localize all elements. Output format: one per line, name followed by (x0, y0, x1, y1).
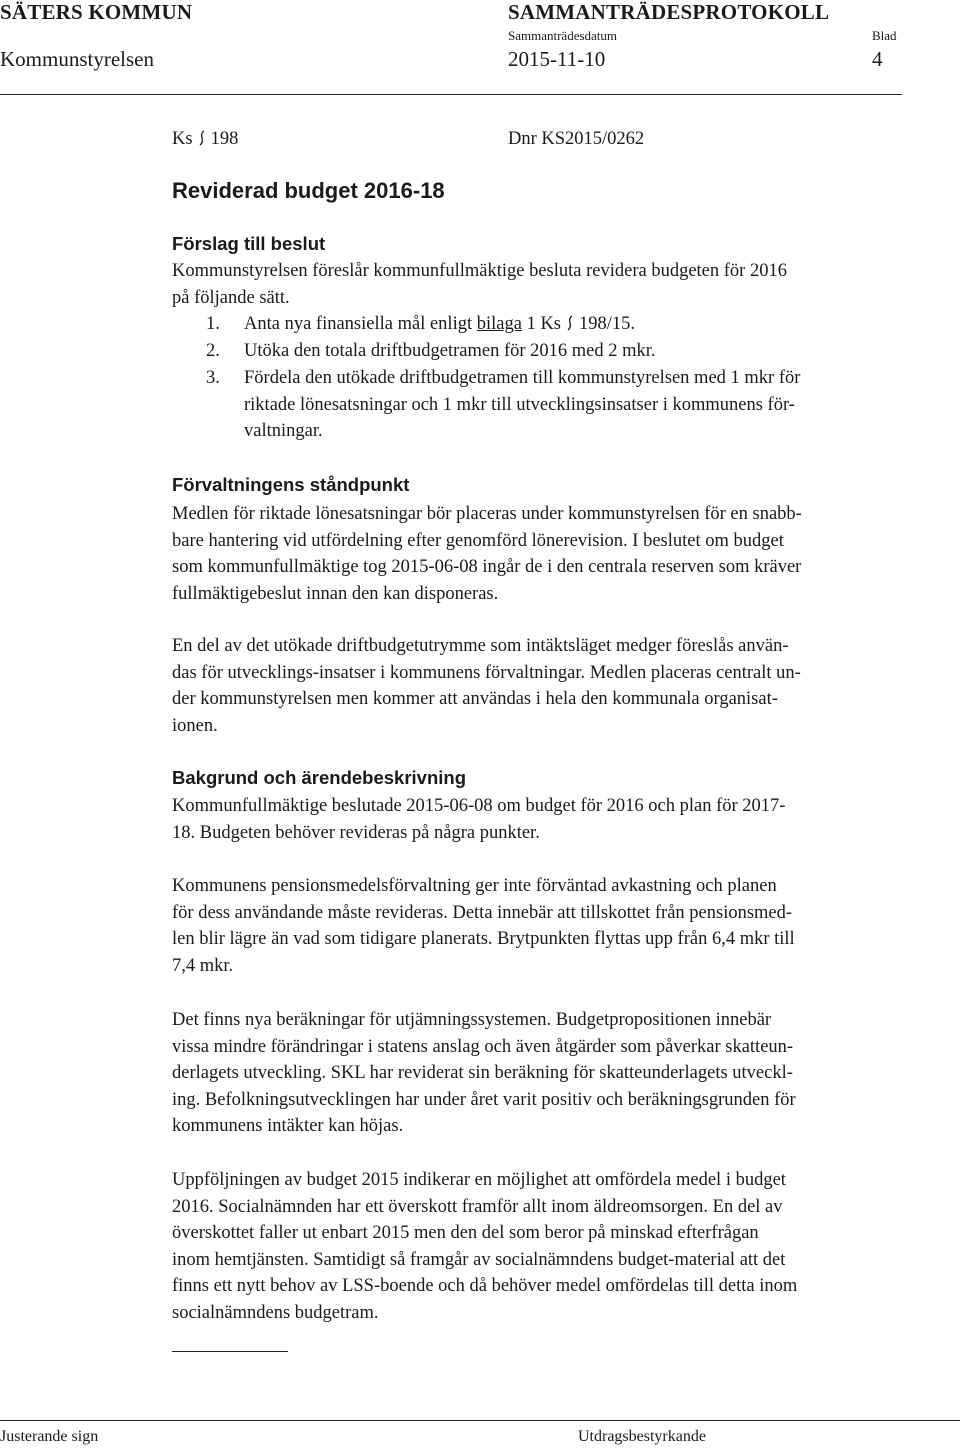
background-paragraph-4 (172, 1167, 942, 1326)
paragraph-line: 2016. Socialnämnden har ett överskott framför allt inom äldreomsorgen. En del av (172, 1196, 783, 1217)
paragraph-line: överskottet faller ut enbart 2015 men den del som beror på minskad efterfrågan (172, 1223, 759, 1243)
list-item-3-line: riktade lönesatsningar och 1 mkr till utvecklingsinsatser i kommunens för- (244, 394, 795, 415)
paragraph-line: der kommunstyrelsen men kommer att användas i hela den kommunala organisat- (172, 689, 778, 709)
section-mark-icon (565, 314, 575, 332)
bilaga-link[interactable]: bilaga (476, 314, 522, 334)
paragraph-line: Kommunens pensionsmedelsförvaltning ger inte förväntad avkastning och planen (172, 876, 777, 896)
paragraph-line: ionen. (172, 715, 218, 736)
case-ref-number: 198 (210, 129, 239, 149)
background-paragraph-1 (172, 793, 942, 846)
background-paragraph-2 (172, 873, 942, 979)
list-item-2-number: 2. (206, 341, 220, 361)
paragraph-line: derlagets utveckling. SKL har reviderat sin beräkning för skatteunderlagets utveckl- (172, 1063, 793, 1083)
case-dnr: Dnr KS2015/0262 (508, 129, 645, 149)
paragraph-line: som kommunfullmäktige tog 2015-06-08 ingår de i den centrala reserven som kräver (172, 557, 802, 577)
footer-signature-label: Justerande sign (0, 1428, 99, 1445)
paragraph-line: En del av det utökade driftbudgetutrymme som intäktsläget medger föreslås använ- (172, 636, 789, 656)
paragraph-line: fullmäktigebeslut innan den kan disponeras. (172, 583, 499, 604)
list-item-3-text (244, 365, 944, 445)
footer-rule (0, 1420, 960, 1421)
background-heading: Bakgrund och ärendebeskrivning (172, 767, 467, 788)
proposal-text (172, 258, 942, 311)
paragraph-line: socialnämndens budgetram. (172, 1302, 379, 1323)
list-item-3-number: 3. (206, 368, 220, 388)
date-label: Sammanträdesdatum (508, 28, 618, 43)
document-type: SAMMANTRÄDESPROTOKOLL (508, 0, 830, 24)
proposal-heading: Förslag till beslut (172, 233, 326, 254)
meeting-date: 2015-11-10 (508, 47, 606, 71)
paragraph-line: för dess användande måste revideras. Detta innebär att tillskottet från pensionsmed- (172, 902, 793, 923)
paragraph-line: ing. Befolkningsutvecklingen har under året varit positiv och beräkningsgrunden för (172, 1089, 796, 1110)
page-title: Reviderad budget 2016-18 (172, 178, 445, 203)
page-label: Blad (872, 28, 897, 43)
list-item-1-ref-number: 198/15. (579, 314, 636, 334)
paragraph-line: inom hemtjänsten. Samtidigt så framgår av socialnämndens budget-material att det (172, 1249, 786, 1270)
short-rule (172, 1351, 288, 1352)
municipality-name: SÄTERS KOMMUN (0, 0, 193, 24)
paragraph-line: bare hantering vid utfördelning efter genomförd lönerevision. I beslutet om budget (172, 530, 784, 551)
list-item-1-number: 1. (206, 314, 220, 334)
list-item-2-text: Utöka den totala driftbudgetramen för 2016 med 2 mkr. (244, 341, 656, 361)
standpoint-heading: Förvaltningens ståndpunkt (172, 474, 410, 495)
paragraph-line: Kommunfullmäktige beslutade 2015-06-08 om budget för 2016 och plan för 2017- (172, 796, 786, 816)
paragraph-line: kommunens intäkter kan höjas. (172, 1116, 404, 1136)
list-item-1-ref: 1 Ks (521, 314, 561, 334)
paragraph-line: das för utvecklings-insatser i kommunens förvaltningar. Medlen placeras centralt un- (172, 662, 801, 683)
paragraph-line: len blir lägre än vad som tidigare planerats. Brytpunkten flyttas upp från 6,4 mkr till (172, 929, 795, 949)
paragraph-line: Det finns nya beräkningar för utjämningssystemen. Budgetpropositionen innebär (172, 1010, 772, 1030)
case-ref-prefix: Ks (172, 129, 193, 149)
case-reference (172, 126, 238, 153)
footer-extract-label: Utdragsbestyrkande (578, 1428, 706, 1445)
standpoint-paragraph-1 (172, 501, 942, 607)
proposal-line: på följande sätt. (172, 287, 290, 308)
list-item-1-text: Anta nya finansiella mål enligt (244, 314, 477, 334)
proposal-line: Kommunstyrelsen föreslår kommunfullmäktige besluta revidera budgeten för 2016 (172, 261, 787, 281)
paragraph-line: 7,4 mkr. (172, 955, 234, 976)
list-item-3-line: valtningar. (244, 421, 323, 441)
body-name: Kommunstyrelsen (0, 47, 154, 71)
header-rule (0, 94, 902, 95)
paragraph-line: vissa mindre förändringar i statens anslag och även åtgärder som påverkar skatteun- (172, 1036, 794, 1057)
page-number: 4 (872, 47, 883, 71)
background-paragraph-3 (172, 1007, 942, 1140)
paragraph-line: Uppföljningen av budget 2015 indikerar en möjlighet att omfördela medel i budget (172, 1170, 786, 1190)
list-item-3-line: Fördela den utökade driftbudgetramen till kommunstyrelsen med 1 mkr för (244, 368, 801, 388)
standpoint-paragraph-2 (172, 633, 942, 739)
section-mark-icon (197, 129, 207, 147)
list-item-1 (244, 311, 635, 338)
paragraph-line: Medlen för riktade lönesatsningar bör placeras under kommunstyrelsen för en snabb- (172, 504, 802, 524)
paragraph-line: 18. Budgeten behöver revideras på några punkter. (172, 822, 540, 843)
paragraph-line: finns ett nytt behov av LSS-boende och då behöver medel omfördelas till detta inom (172, 1276, 798, 1296)
